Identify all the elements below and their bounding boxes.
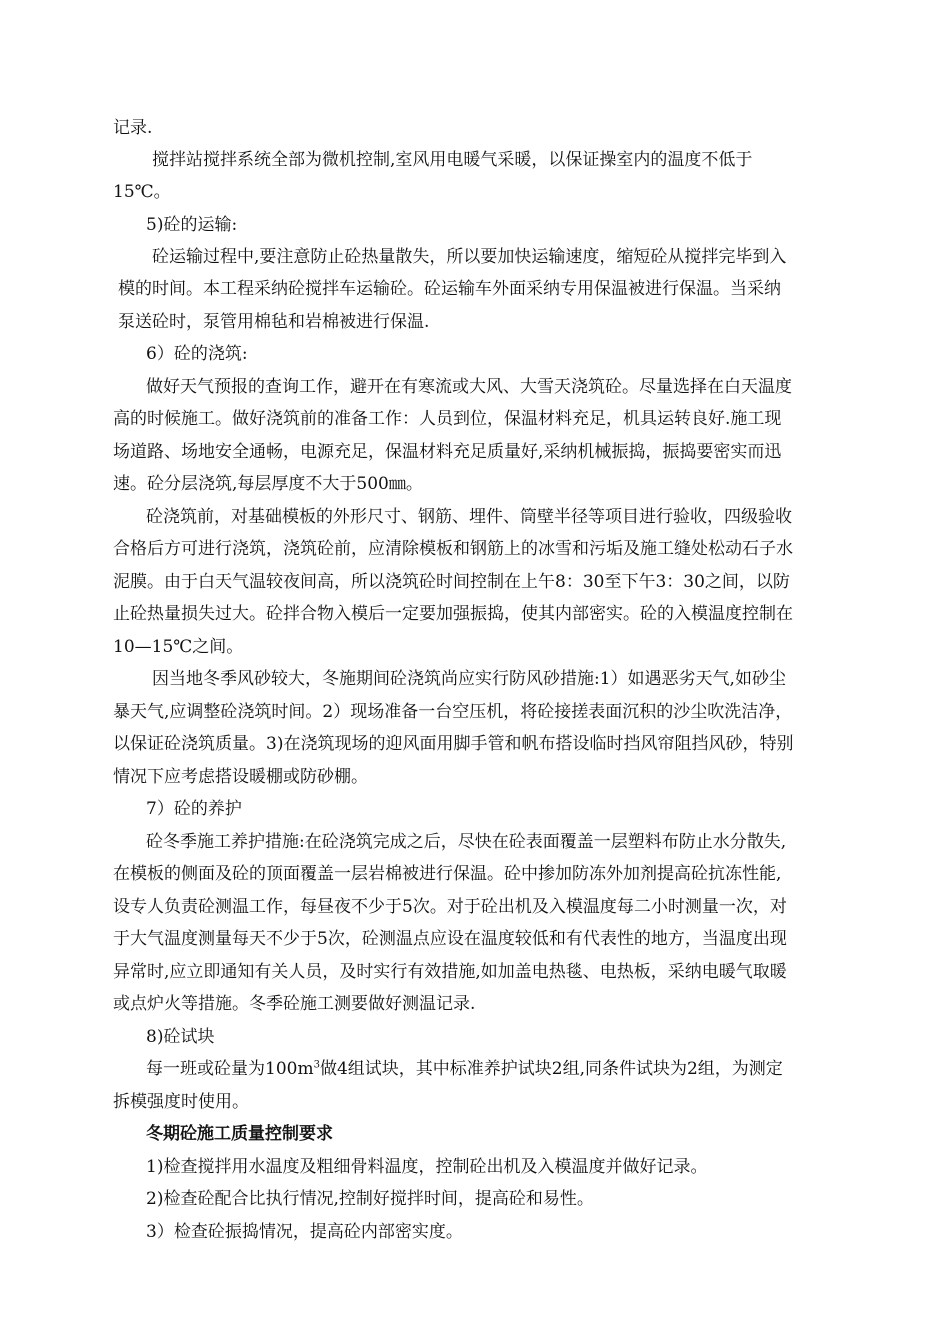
- paragraph-line: 在模板的侧面及砼的顶面覆盖一层岩棉被进行保温。砼中掺加防冻外加剂提高砼抗冻性能,: [113, 864, 782, 884]
- paragraph-line: 3）检查砼振捣情况，提高砼内部密实度。: [146, 1222, 463, 1242]
- paragraph-line: 砼运输过程中,要注意防止砼热量散失，所以要加快运输速度，缩短砼从搅拌完毕到入: [152, 247, 787, 267]
- paragraph-line: 泥膜。由于白天气温较夜间高，所以浇筑砼时间控制在上午8：30至下午3：30之间，以防: [113, 572, 790, 592]
- paragraph-line: 高的时候施工。做好浇筑前的准备工作：人员到位，保温材料充足，机具运转良好.施工现: [113, 409, 782, 429]
- specimen-text-prefix: 每一班或砼量为100m: [146, 1059, 314, 1079]
- section-heading: 8)砼试块: [146, 1027, 215, 1047]
- paragraph-line: 以保证砼浇筑质量。3)在浇筑现场的迎风面用脚手管和帆布搭设临时挡风帘阻挡风砂，特别: [113, 734, 794, 754]
- paragraph-line: 泵送砼时，泵管用棉毡和岩棉被进行保温.: [118, 312, 430, 332]
- paragraph-line: 速。砼分层浇筑,每层厚度不大于500㎜。: [113, 474, 423, 494]
- paragraph-line: 暴天气,应调整砼浇筑时间。2）现场准备一台空压机，将砼接搓表面沉积的沙尘吹洗洁净，: [113, 702, 793, 722]
- paragraph-line: 设专人负责砼测温工作，每昼夜不少于5次。对于砼出机及入模温度每二小时测量一次，对: [113, 897, 787, 917]
- paragraph-line: 因当地冬季风砂较大，冬施期间砼浇筑尚应实行防风砂措施:1）如遇恶劣天气,如砂尘: [152, 669, 786, 689]
- paragraph-line: 模的时间。本工程采纳砼搅拌车运输砼。砼运输车外面采纳专用保温被进行保温。当采纳: [118, 279, 781, 299]
- specimen-superscript: 3: [313, 1059, 320, 1071]
- paragraph-line: 砼冬季施工养护措施:在砼浇筑完成之后，尽快在砼表面覆盖一层塑料布防止水分散失,: [146, 832, 787, 852]
- paragraph-line: 情况下应考虑搭设暖棚或防砂棚。: [113, 767, 368, 787]
- section-heading: 7）砼的养护: [146, 799, 242, 819]
- paragraph-line: 异常时,应立即通知有关人员，及时实行有效措施,如加盖电热毯、电热板，采纳电暖气取暖: [113, 962, 787, 982]
- paragraph-line: 于大气温度测量每天不少于5次，砼测温点应设在温度较低和有代表性的地方，当温度出现: [113, 929, 787, 949]
- section-heading: 5)砼的运输:: [146, 215, 238, 235]
- paragraph-line: 砼浇筑前，对基础模板的外形尺寸、钢筋、埋件、筒壁半径等项目进行验收，四级验收: [146, 507, 792, 527]
- paragraph-line: 10—15℃之间。: [113, 637, 244, 657]
- paragraph-line: 搅拌站搅拌系统全部为微机控制,室风用电暖气采暖，以保证操室内的温度不低于: [152, 150, 753, 170]
- paragraph-line: 15℃。: [113, 182, 171, 202]
- paragraph-line: 2)检查砼配合比执行情况,控制好搅拌时间，提高砼和易性。: [146, 1189, 594, 1209]
- specimen-text-suffix: 做4组试块，其中标准养护试块2组,同条件试块为2组，为测定: [319, 1059, 783, 1079]
- paragraph-line: 记录.: [113, 118, 153, 138]
- paragraph-line-specimen: [146, 1053, 783, 1086]
- paragraph-line: 止砼热量损失过大。砼拌合物入模后一定要加强振捣，使其内部密实。砼的入模温度控制在: [113, 604, 793, 624]
- paragraph-line: 或点炉火等措施。冬季砼施工测要做好测温记录.: [113, 994, 476, 1014]
- paragraph-line: 做好天气预报的查询工作，避开在有寒流或大风、大雪天浇筑砼。尽量选择在白天温度: [146, 377, 792, 397]
- paragraph-line: 拆模强度时使用。: [113, 1092, 249, 1112]
- paragraph-line: 场道路、场地安全通畅，电源充足，保温材料充足质量好,采纳机械振捣，振捣要密实而迅: [113, 442, 782, 462]
- quality-control-heading: 冬期砼施工质量控制要求: [146, 1124, 333, 1144]
- section-heading: 6）砼的浇筑:: [146, 344, 248, 364]
- paragraph-line: 合格后方可进行浇筑，浇筑砼前，应清除模板和钢筋上的冰雪和污垢及施工缝处松动石子水: [113, 539, 793, 559]
- paragraph-line: 1)检查搅拌用水温度及粗细骨料温度，控制砼出机及入模温度并做好记录。: [146, 1157, 708, 1177]
